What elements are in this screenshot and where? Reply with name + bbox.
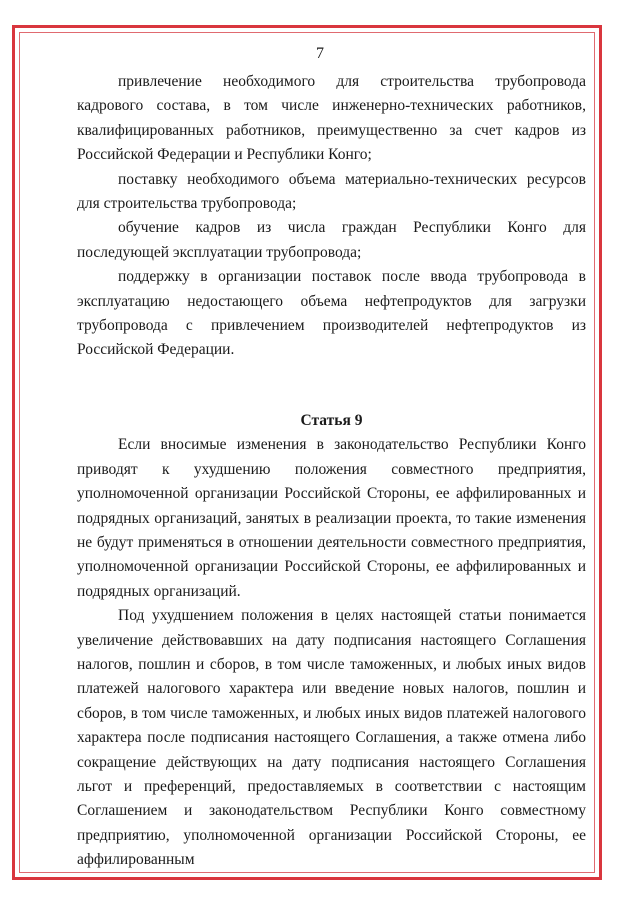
list-item: обучение кадров из числа граждан Республики Конго для последующей эксплуатации трубопровода;: [77, 219, 586, 261]
list-item: поставку необходимого объема материально-технических ресурсов для строительства трубопровода;: [77, 170, 586, 213]
article-paragraph: Под ухудшением положения в целях настоящей статьи понимается увеличение действовавших на дату подписания настоящего Соглашения налогов, пошлин и сборов, в том числе таможенных, и любых иных видов платежей налогового характера или введение новых налогов, пошлин и сборов, в том числе таможенных, и любых иных видов платежей налогового характера после подписания настоящего Соглашения, а также отмена либо сокращение действующих на дату подписания настоящего Соглашения льгот и преференций, предоставляемых в соответствии с настоящим Соглашением и законодательством Республики Конго совместному предприятию, уполномоченной организации Российской Стороны, ее аффилированным: [77, 607, 586, 869]
article-title: Статья 9: [300, 411, 363, 429]
article-paragraph: Если вносимые изменения в законодательство Республики Конго приводят к ухудшению положения совместного предприятия, уполномоченной организации Российской Стороны, ее аффилированных и подрядных организаций, занятых в реализации проекта, то такие изменения не будут применяться в отношении деятельности совместного предприятия, уполномоченной организации Российской Стороны, ее аффилированных и подрядных организаций.: [77, 436, 586, 600]
list-item: привлечение необходимого для строительства трубопровода кадрового состава, в том числе инженерно-технических работников, квалифицированных работников, преимущественно за счет кадров из Российской Федерации и Республики Конго;: [77, 73, 586, 164]
list-item: поддержку в организации поставок после ввода трубопровода в эксплуатацию недостающего объема нефтепродуктов для загрузки трубопровода с привлечением производителей нефтепродуктов из Российской Федерации.: [77, 268, 586, 359]
document-body: [77, 70, 586, 873]
page-number: 7: [316, 45, 324, 62]
